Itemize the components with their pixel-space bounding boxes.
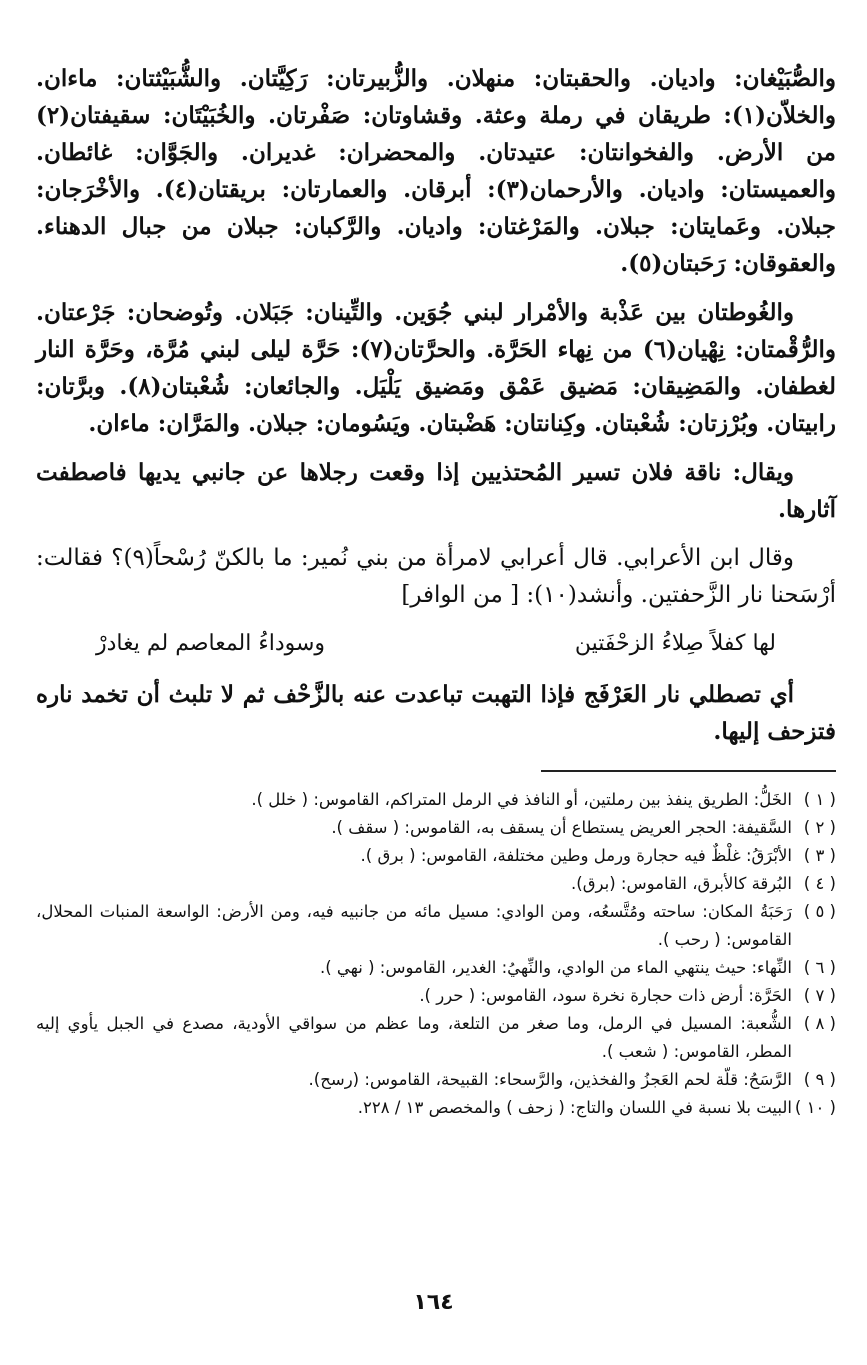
footnote-number: ( ١ ): [803, 790, 836, 809]
footnote-1: [36, 786, 836, 814]
paragraph-2: والغُوطتان بين عَذْبة والأمْرار لبني جُوَين. والتِّينان: جَبَلان. وتُوضحان: جَرْعتان. والرُّقْمتان: نِهْيان(٦) من نِهاء الحَرَّة. والحرَّتان(٧): حَرَّة ليلى لبني مُرَّة، وحَرَّة النار لغطفان. والمَضِيقان: مَضيق عَمْق ومَضيق يَلْيَل. والجائعان: شُعْبتان(٨). وبرَّتان: رابيتان. وبُرْزتان: شُعْبتان. وكِنانتان: هَضْبتان. ويَسُومان: جبلان. والمَرَّان: ماءان.: [36, 299, 836, 437]
footnote-6: [36, 954, 836, 982]
footnote-number: ( ١٠ ): [794, 1098, 836, 1117]
footnote-text: البُرقة كالأبرق، القاموس: (برق).: [571, 874, 792, 893]
footnote-text: الأبْرَقُ: غلْظٌ فيه حجارة ورمل وطين مختلفة، القاموس: ( برق ).: [360, 846, 792, 865]
footnote-10: [36, 1094, 836, 1122]
footnote-3: [36, 842, 836, 870]
page-body: [36, 60, 836, 1122]
footnote-number: ( ٢ ): [803, 818, 836, 837]
poetry-verse: [96, 626, 776, 662]
footnotes: [36, 786, 836, 1122]
footnote-4: [36, 870, 836, 898]
footnote-text: النِّهاء: حيث ينتهي الماء من الوادي، والنِّهيُ: الغدير، القاموس: ( نهي ).: [319, 958, 792, 977]
paragraph-1: والصُّبَيْغان: واديان. والحقبتان: منهلان. والزُّبيرتان: رَكِيَّتان. والشُّبَيْثتان: ماءان. والخلاّن(١): طريقان في رملة وعثة. وقشاوتان: صَفْرتان. والخُبَيْتَان: سقيفتان(٢) من الأرض. والفخوانتان: عتيدتان. والمحضران: غديران. والجَوَّان: غائطان. والعميستان: واديان. والأرحمان(٣): أبرقان. والعمارتان: بريقتان(٤). والأخْرَجان: جبلان. وعَمايتان: جبلان. والمَرْغتان: واديان. والرَّكبان: جبلان من جبال الدهناء. والعقوقان: رَحَبتان(٥).: [36, 65, 836, 277]
paragraph-3: ويقال: ناقة فلان تسير المُحتذيين إذا وقعت رجلاها عن جانبي يديها فاصطفت آثارها.: [36, 459, 836, 523]
footnote-text: البيت بلا نسبة في اللسان والتاج: ( زحف ) والمخصص ١٣ / ٢٢٨.: [357, 1098, 792, 1117]
footnote-2: [36, 814, 836, 842]
footnote-number: ( ٦ ): [803, 958, 836, 977]
verse-second-hemistich: وسوداءُ المعاصم لم يغادرْ: [96, 631, 326, 656]
footnote-number: ( ٧ ): [803, 986, 836, 1005]
footnote-5: [36, 898, 836, 954]
paragraph-5: أي تصطلي نار العَرْفَج فإذا التهبت تباعدت عنه بالزَّحْف ثم لا تلبث أن تخمد ناره فتزحف إليها.: [36, 681, 836, 745]
page-number: ١٦٤: [413, 1290, 454, 1315]
footnote-7: [36, 982, 836, 1010]
paragraph-4: وقال ابن الأعرابي. قال أعرابي لامرأة من بني نُمير: ما بالكنّ رُسْحاً(٩)؟ فقالت: أرْسَحنا نار الزَّحفتين. وأنشد(١٠): [ من الوافر]: [36, 545, 836, 608]
footnote-8: [36, 1010, 836, 1066]
footnote-text: الرَّسَحُ: قلّة لحم العَجزُ والفخذين، والرَّسحاء: القبيحة، القاموس: (رسح).: [308, 1070, 792, 1089]
footnote-number: ( ٣ ): [803, 846, 836, 865]
footnote-text: الخَلُّ: الطريق ينفذ بين رملتين، أو النافذ في الرمل المتراكم، القاموس: ( خلل ).: [251, 790, 792, 809]
footnote-number: ( ٩ ): [803, 1070, 836, 1089]
footnote-separator: [541, 770, 836, 772]
footnote-text: الشُّعبة: المسيل في الرمل، وما صغر من التلعة، وما عظم من سواقي الأودية، مصدع في الجبل يأوي إليه المطر، القاموس: ( شعب ).: [36, 1014, 792, 1061]
footnote-text: الحَرَّة: أرض ذات حجارة نخرة سود، القاموس: ( حرر ).: [419, 986, 792, 1005]
footnote-number: ( ٥ ): [803, 902, 836, 921]
footnote-text: رَحَبَةُ المكان: ساحته ومُتَّسعُه، ومن الوادي: مسيل مائه من جانبيه فيه، ومن الأرض: الواسعة المنبات المحلال، القاموس: ( رحب ).: [36, 902, 792, 949]
footnote-9: [36, 1066, 836, 1094]
footnote-number: ( ٨ ): [803, 1014, 836, 1033]
verse-first-hemistich: لها كفلاً صِلاءُ الزحْفَتين: [574, 631, 776, 656]
footnote-text: السَّقيفة: الحجر العريض يستطاع أن يسقف به، القاموس: ( سقف ).: [331, 818, 792, 837]
footnote-number: ( ٤ ): [803, 874, 836, 893]
